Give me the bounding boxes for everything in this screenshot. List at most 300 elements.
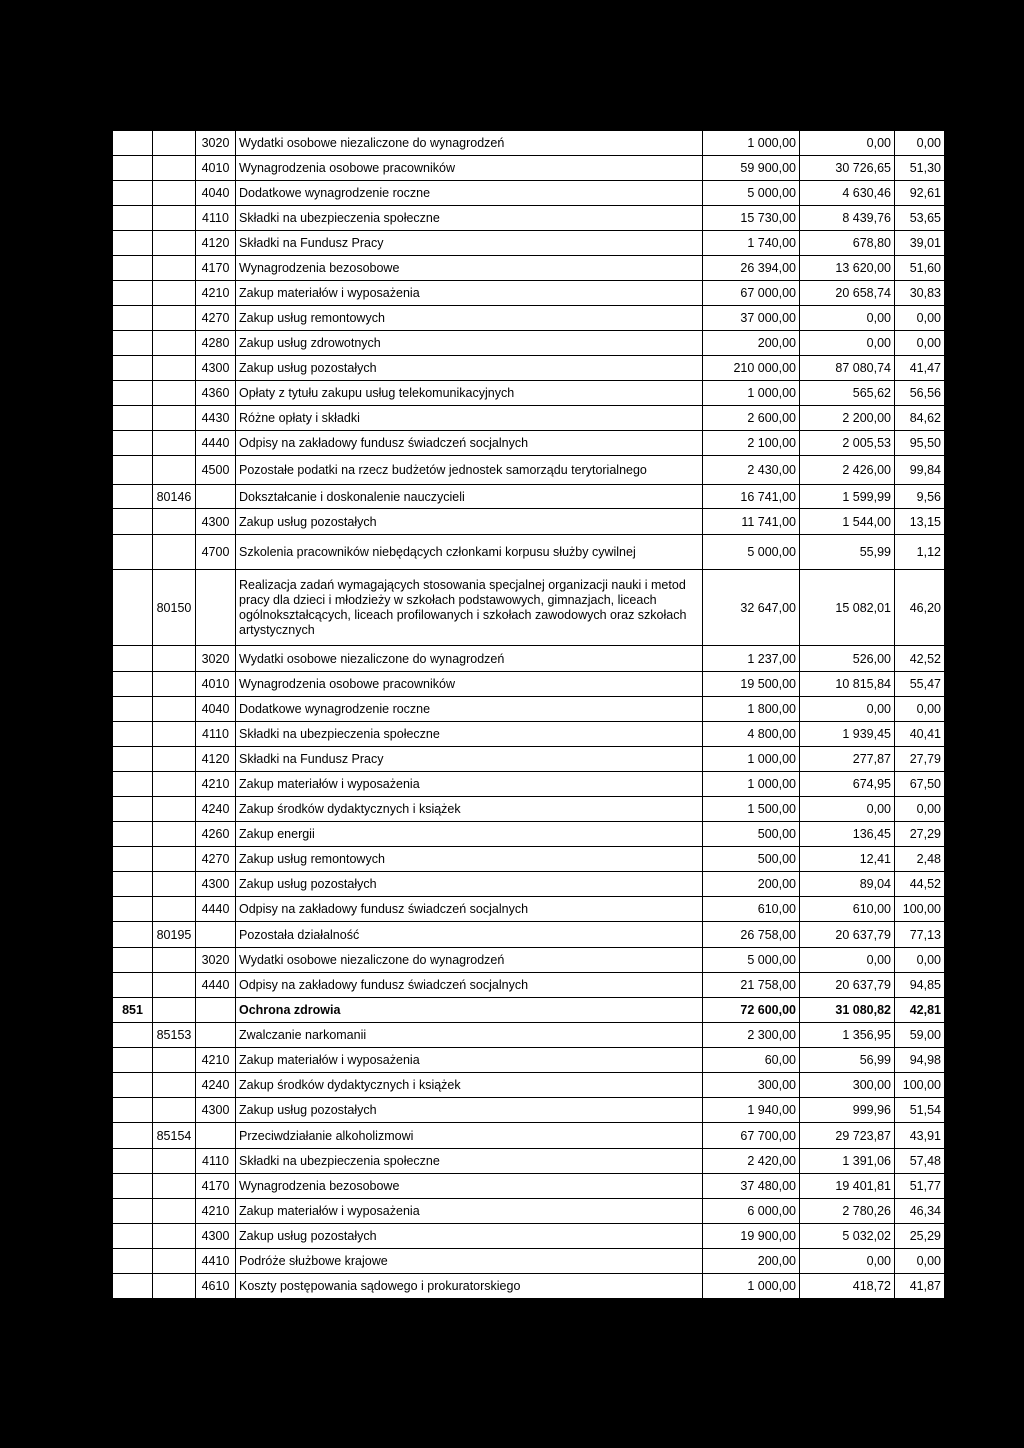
cell-name: Zakup usług pozostałych: [236, 356, 703, 381]
table-row: [113, 1048, 945, 1073]
cell-rozdzial: [153, 697, 196, 722]
cell-percent: 42,52: [895, 646, 945, 672]
cell-name: Przeciwdziałanie alkoholizmowi: [236, 1123, 703, 1149]
cell-wykonanie: 678,80: [800, 231, 895, 256]
cell-plan: 200,00: [703, 331, 800, 356]
cell-wykonanie: 5 032,02: [800, 1224, 895, 1249]
cell-wykonanie: 1 599,99: [800, 485, 895, 509]
cell-paragraf: 4170: [196, 256, 236, 281]
cell-rozdzial: [153, 646, 196, 672]
cell-percent: 40,41: [895, 722, 945, 747]
cell-name: Różne opłaty i składki: [236, 406, 703, 431]
table-row: [113, 1199, 945, 1224]
cell-rozdzial: [153, 131, 196, 156]
cell-paragraf: 4440: [196, 897, 236, 922]
expenditure-table: [112, 130, 945, 1299]
cell-paragraf: 3020: [196, 131, 236, 156]
cell-percent: 59,00: [895, 1023, 945, 1048]
cell-paragraf: 4010: [196, 672, 236, 697]
cell-plan: 60,00: [703, 1048, 800, 1073]
cell-plan: 300,00: [703, 1073, 800, 1098]
cell-dzial: [113, 306, 153, 331]
cell-dzial: [113, 156, 153, 181]
cell-rozdzial: 80195: [153, 922, 196, 948]
cell-dzial: [113, 131, 153, 156]
table-row: [113, 1249, 945, 1274]
cell-plan: 1 000,00: [703, 747, 800, 772]
table-row: [113, 998, 945, 1023]
cell-wykonanie: 2 005,53: [800, 431, 895, 456]
cell-percent: 0,00: [895, 948, 945, 973]
cell-name: Ochrona zdrowia: [236, 998, 703, 1023]
cell-wykonanie: 2 200,00: [800, 406, 895, 431]
cell-plan: 5 000,00: [703, 948, 800, 973]
cell-rozdzial: [153, 406, 196, 431]
cell-name: Zakup usług zdrowotnych: [236, 331, 703, 356]
cell-rozdzial: [153, 1149, 196, 1174]
cell-dzial: [113, 697, 153, 722]
cell-dzial: [113, 509, 153, 535]
cell-name: Szkolenia pracowników niebędących członkami korpusu służby cywilnej: [236, 535, 703, 570]
cell-percent: 51,77: [895, 1174, 945, 1199]
cell-percent: 55,47: [895, 672, 945, 697]
cell-paragraf: 3020: [196, 948, 236, 973]
table-row: [113, 431, 945, 456]
table-row: [113, 1123, 945, 1149]
cell-rozdzial: [153, 973, 196, 998]
cell-name: Składki na ubezpieczenia społeczne: [236, 206, 703, 231]
cell-wykonanie: 10 815,84: [800, 672, 895, 697]
cell-dzial: [113, 1224, 153, 1249]
cell-name: Zakup materiałów i wyposażenia: [236, 281, 703, 306]
cell-name: Pozostała działalność: [236, 922, 703, 948]
cell-plan: 37 480,00: [703, 1174, 800, 1199]
cell-wykonanie: 300,00: [800, 1073, 895, 1098]
cell-wykonanie: 20 658,74: [800, 281, 895, 306]
cell-dzial: [113, 331, 153, 356]
cell-percent: 46,34: [895, 1199, 945, 1224]
table-row: [113, 646, 945, 672]
cell-paragraf: 4300: [196, 1098, 236, 1123]
cell-paragraf: 4240: [196, 1073, 236, 1098]
cell-rozdzial: [153, 822, 196, 847]
cell-percent: 92,61: [895, 181, 945, 206]
cell-percent: 25,29: [895, 1224, 945, 1249]
cell-percent: 41,87: [895, 1274, 945, 1299]
cell-wykonanie: 30 726,65: [800, 156, 895, 181]
cell-paragraf: 4300: [196, 1224, 236, 1249]
cell-plan: 2 600,00: [703, 406, 800, 431]
cell-wykonanie: 0,00: [800, 331, 895, 356]
cell-percent: 51,54: [895, 1098, 945, 1123]
cell-wykonanie: 8 439,76: [800, 206, 895, 231]
cell-paragraf: 4700: [196, 535, 236, 570]
cell-paragraf: 4170: [196, 1174, 236, 1199]
table-row: [113, 381, 945, 406]
cell-plan: 210 000,00: [703, 356, 800, 381]
cell-name: Wynagrodzenia osobowe pracowników: [236, 156, 703, 181]
cell-name: Koszty postępowania sądowego i prokuratorskiego: [236, 1274, 703, 1299]
table-row: [113, 973, 945, 998]
cell-wykonanie: 20 637,79: [800, 922, 895, 948]
cell-name: Składki na Fundusz Pracy: [236, 747, 703, 772]
cell-plan: 59 900,00: [703, 156, 800, 181]
cell-rozdzial: [153, 231, 196, 256]
cell-name: Zwalczanie narkomanii: [236, 1023, 703, 1048]
cell-wykonanie: 565,62: [800, 381, 895, 406]
cell-plan: 2 430,00: [703, 456, 800, 485]
cell-wykonanie: 1 939,45: [800, 722, 895, 747]
cell-name: Odpisy na zakładowy fundusz świadczeń socjalnych: [236, 431, 703, 456]
table-row: [113, 948, 945, 973]
cell-rozdzial: [153, 535, 196, 570]
table-row: [113, 1073, 945, 1098]
cell-name: Zakup materiałów i wyposażenia: [236, 772, 703, 797]
cell-rozdzial: [153, 847, 196, 872]
cell-percent: 9,56: [895, 485, 945, 509]
cell-wykonanie: 418,72: [800, 1274, 895, 1299]
cell-wykonanie: 89,04: [800, 872, 895, 897]
cell-rozdzial: [153, 872, 196, 897]
cell-wykonanie: 19 401,81: [800, 1174, 895, 1199]
cell-dzial: [113, 1174, 153, 1199]
cell-wykonanie: 0,00: [800, 306, 895, 331]
cell-rozdzial: [153, 509, 196, 535]
cell-paragraf: 4120: [196, 747, 236, 772]
cell-dzial: [113, 1149, 153, 1174]
table-row: [113, 570, 945, 646]
cell-plan: 5 000,00: [703, 181, 800, 206]
cell-wykonanie: 0,00: [800, 948, 895, 973]
cell-wykonanie: 15 082,01: [800, 570, 895, 646]
cell-wykonanie: 999,96: [800, 1098, 895, 1123]
cell-plan: 1 800,00: [703, 697, 800, 722]
cell-percent: 94,85: [895, 973, 945, 998]
cell-plan: 200,00: [703, 1249, 800, 1274]
cell-percent: 100,00: [895, 897, 945, 922]
cell-plan: 2 420,00: [703, 1149, 800, 1174]
table-row: [113, 672, 945, 697]
cell-dzial: [113, 206, 153, 231]
cell-plan: 1 000,00: [703, 772, 800, 797]
cell-name: Dokształcanie i doskonalenie nauczycieli: [236, 485, 703, 509]
cell-wykonanie: 0,00: [800, 797, 895, 822]
cell-plan: 11 741,00: [703, 509, 800, 535]
cell-percent: 13,15: [895, 509, 945, 535]
cell-rozdzial: [153, 206, 196, 231]
cell-dzial: [113, 485, 153, 509]
cell-paragraf: [196, 570, 236, 646]
cell-paragraf: 4270: [196, 847, 236, 872]
cell-rozdzial: [153, 1249, 196, 1274]
cell-dzial: [113, 535, 153, 570]
cell-plan: 1 940,00: [703, 1098, 800, 1123]
cell-percent: 100,00: [895, 1073, 945, 1098]
cell-dzial: [113, 747, 153, 772]
cell-dzial: [113, 431, 153, 456]
table-row: [113, 156, 945, 181]
cell-percent: 0,00: [895, 131, 945, 156]
cell-rozdzial: 80150: [153, 570, 196, 646]
cell-plan: 5 000,00: [703, 535, 800, 570]
table-body: [113, 131, 945, 1299]
cell-rozdzial: [153, 381, 196, 406]
cell-percent: 0,00: [895, 697, 945, 722]
cell-percent: 0,00: [895, 1249, 945, 1274]
cell-wykonanie: 20 637,79: [800, 973, 895, 998]
cell-plan: 500,00: [703, 822, 800, 847]
cell-dzial: [113, 948, 153, 973]
cell-plan: 1 740,00: [703, 231, 800, 256]
table-row: [113, 1149, 945, 1174]
cell-rozdzial: [153, 1073, 196, 1098]
cell-rozdzial: [153, 1098, 196, 1123]
cell-dzial: [113, 822, 153, 847]
cell-percent: 57,48: [895, 1149, 945, 1174]
table-row: [113, 131, 945, 156]
cell-name: Dodatkowe wynagrodzenie roczne: [236, 697, 703, 722]
cell-dzial: [113, 847, 153, 872]
cell-dzial: [113, 797, 153, 822]
cell-plan: 72 600,00: [703, 998, 800, 1023]
table-row: [113, 181, 945, 206]
cell-rozdzial: 80146: [153, 485, 196, 509]
cell-wykonanie: 4 630,46: [800, 181, 895, 206]
table-row: [113, 922, 945, 948]
cell-plan: 200,00: [703, 872, 800, 897]
cell-paragraf: 3020: [196, 646, 236, 672]
cell-paragraf: 4360: [196, 381, 236, 406]
cell-name: Wydatki osobowe niezaliczone do wynagrodzeń: [236, 948, 703, 973]
cell-name: Wynagrodzenia bezosobowe: [236, 1174, 703, 1199]
cell-dzial: [113, 1073, 153, 1098]
cell-wykonanie: 87 080,74: [800, 356, 895, 381]
cell-plan: 26 758,00: [703, 922, 800, 948]
cell-paragraf: 4040: [196, 181, 236, 206]
cell-percent: 46,20: [895, 570, 945, 646]
cell-paragraf: 4240: [196, 797, 236, 822]
table-row: [113, 231, 945, 256]
cell-wykonanie: 277,87: [800, 747, 895, 772]
cell-name: Składki na Fundusz Pracy: [236, 231, 703, 256]
cell-percent: 43,91: [895, 1123, 945, 1149]
cell-name: Składki na ubezpieczenia społeczne: [236, 1149, 703, 1174]
cell-wykonanie: 13 620,00: [800, 256, 895, 281]
cell-name: Dodatkowe wynagrodzenie roczne: [236, 181, 703, 206]
cell-name: Realizacja zadań wymagających stosowania specjalnej organizacji nauki i metod pracy dla dzieci i młodzieży w szkołach podstawowych, gimnazjach, liceach ogólnokształcących, liceach profilowanych i szkołach zawodowych oraz szkołach artystycznych: [236, 570, 703, 646]
cell-percent: 53,65: [895, 206, 945, 231]
cell-dzial: [113, 973, 153, 998]
cell-dzial: [113, 1249, 153, 1274]
cell-plan: 1 000,00: [703, 381, 800, 406]
cell-name: Wynagrodzenia osobowe pracowników: [236, 672, 703, 697]
cell-percent: 95,50: [895, 431, 945, 456]
cell-rozdzial: [153, 456, 196, 485]
cell-plan: 37 000,00: [703, 306, 800, 331]
table-row: [113, 281, 945, 306]
cell-wykonanie: 2 426,00: [800, 456, 895, 485]
cell-rozdzial: [153, 1174, 196, 1199]
cell-name: Zakup usług pozostałych: [236, 872, 703, 897]
table-row: [113, 1274, 945, 1299]
cell-name: Opłaty z tytułu zakupu usług telekomunikacyjnych: [236, 381, 703, 406]
cell-plan: 1 237,00: [703, 646, 800, 672]
cell-paragraf: 4110: [196, 722, 236, 747]
cell-rozdzial: 85154: [153, 1123, 196, 1149]
cell-plan: 6 000,00: [703, 1199, 800, 1224]
cell-percent: 77,13: [895, 922, 945, 948]
cell-dzial: [113, 872, 153, 897]
cell-name: Zakup usług pozostałych: [236, 1224, 703, 1249]
cell-rozdzial: [153, 672, 196, 697]
cell-percent: 67,50: [895, 772, 945, 797]
table-row: [113, 306, 945, 331]
cell-rozdzial: [153, 772, 196, 797]
cell-plan: 67 700,00: [703, 1123, 800, 1149]
cell-dzial: [113, 570, 153, 646]
cell-wykonanie: 0,00: [800, 131, 895, 156]
cell-dzial: [113, 381, 153, 406]
cell-rozdzial: [153, 948, 196, 973]
cell-name: Zakup środków dydaktycznych i książek: [236, 797, 703, 822]
cell-plan: 26 394,00: [703, 256, 800, 281]
cell-rozdzial: 85153: [153, 1023, 196, 1048]
cell-rozdzial: [153, 1274, 196, 1299]
cell-paragraf: 4300: [196, 872, 236, 897]
cell-paragraf: 4270: [196, 306, 236, 331]
table-row: [113, 1098, 945, 1123]
cell-paragraf: 4210: [196, 1048, 236, 1073]
cell-dzial: [113, 772, 153, 797]
cell-name: Zakup usług remontowych: [236, 847, 703, 872]
cell-wykonanie: 674,95: [800, 772, 895, 797]
cell-plan: 1 000,00: [703, 1274, 800, 1299]
cell-dzial: [113, 1048, 153, 1073]
cell-percent: 39,01: [895, 231, 945, 256]
cell-plan: 610,00: [703, 897, 800, 922]
cell-name: Zakup energii: [236, 822, 703, 847]
table-row: [113, 509, 945, 535]
cell-dzial: [113, 281, 153, 306]
cell-dzial: [113, 231, 153, 256]
cell-percent: 84,62: [895, 406, 945, 431]
cell-plan: 500,00: [703, 847, 800, 872]
table-row: [113, 697, 945, 722]
table-row: [113, 535, 945, 570]
cell-percent: 94,98: [895, 1048, 945, 1073]
cell-paragraf: 4210: [196, 772, 236, 797]
cell-percent: 27,79: [895, 747, 945, 772]
table-row: [113, 1224, 945, 1249]
cell-paragraf: 4440: [196, 431, 236, 456]
cell-name: Wydatki osobowe niezaliczone do wynagrodzeń: [236, 646, 703, 672]
table-row: [113, 1023, 945, 1048]
page-footer: [58, 1382, 924, 1402]
cell-percent: 27,29: [895, 822, 945, 847]
cell-rozdzial: [153, 181, 196, 206]
cell-paragraf: 4300: [196, 509, 236, 535]
cell-dzial: [113, 1023, 153, 1048]
cell-paragraf: 4500: [196, 456, 236, 485]
table-row: [113, 1174, 945, 1199]
cell-paragraf: 4040: [196, 697, 236, 722]
cell-rozdzial: [153, 356, 196, 381]
cell-wykonanie: 610,00: [800, 897, 895, 922]
cell-paragraf: 4120: [196, 231, 236, 256]
cell-name: Zakup usług pozostałych: [236, 509, 703, 535]
cell-dzial: [113, 256, 153, 281]
cell-dzial: [113, 1098, 153, 1123]
cell-plan: 4 800,00: [703, 722, 800, 747]
cell-name: Odpisy na zakładowy fundusz świadczeń socjalnych: [236, 973, 703, 998]
cell-percent: 30,83: [895, 281, 945, 306]
cell-plan: 15 730,00: [703, 206, 800, 231]
cell-paragraf: 4260: [196, 822, 236, 847]
cell-dzial: [113, 922, 153, 948]
cell-rozdzial: [153, 256, 196, 281]
cell-wykonanie: 0,00: [800, 697, 895, 722]
cell-paragraf: 4440: [196, 973, 236, 998]
cell-wykonanie: 526,00: [800, 646, 895, 672]
cell-paragraf: [196, 922, 236, 948]
cell-dzial: [113, 456, 153, 485]
table-row: [113, 872, 945, 897]
cell-dzial: [113, 897, 153, 922]
cell-percent: 51,60: [895, 256, 945, 281]
cell-plan: 16 741,00: [703, 485, 800, 509]
cell-rozdzial: [153, 897, 196, 922]
cell-name: Wydatki osobowe niezaliczone do wynagrodzeń: [236, 131, 703, 156]
cell-name: Zakup materiałów i wyposażenia: [236, 1048, 703, 1073]
cell-rozdzial: [153, 281, 196, 306]
cell-plan: 19 900,00: [703, 1224, 800, 1249]
table-row: [113, 747, 945, 772]
cell-rozdzial: [153, 331, 196, 356]
cell-name: Zakup usług pozostałych: [236, 1098, 703, 1123]
cell-name: Odpisy na zakładowy fundusz świadczeń socjalnych: [236, 897, 703, 922]
cell-paragraf: [196, 1123, 236, 1149]
table-row: [113, 256, 945, 281]
cell-percent: 99,84: [895, 456, 945, 485]
cell-paragraf: 4280: [196, 331, 236, 356]
cell-paragraf: 4210: [196, 1199, 236, 1224]
table-row: [113, 897, 945, 922]
cell-wykonanie: 55,99: [800, 535, 895, 570]
cell-wykonanie: 29 723,87: [800, 1123, 895, 1149]
cell-wykonanie: 12,41: [800, 847, 895, 872]
cell-dzial: [113, 356, 153, 381]
cell-name: Zakup usług remontowych: [236, 306, 703, 331]
cell-percent: 44,52: [895, 872, 945, 897]
table-row: [113, 822, 945, 847]
cell-rozdzial: [153, 1199, 196, 1224]
cell-rozdzial: [153, 722, 196, 747]
cell-dzial: [113, 1274, 153, 1299]
table-row: [113, 456, 945, 485]
cell-dzial: [113, 646, 153, 672]
cell-dzial: 851: [113, 998, 153, 1023]
cell-wykonanie: 56,99: [800, 1048, 895, 1073]
cell-wykonanie: 1 356,95: [800, 1023, 895, 1048]
cell-paragraf: 4010: [196, 156, 236, 181]
cell-paragraf: [196, 998, 236, 1023]
cell-wykonanie: 1 544,00: [800, 509, 895, 535]
cell-name: Zakup środków dydaktycznych i książek: [236, 1073, 703, 1098]
cell-percent: 0,00: [895, 306, 945, 331]
cell-percent: 0,00: [895, 797, 945, 822]
cell-percent: 51,30: [895, 156, 945, 181]
table-row: [113, 722, 945, 747]
